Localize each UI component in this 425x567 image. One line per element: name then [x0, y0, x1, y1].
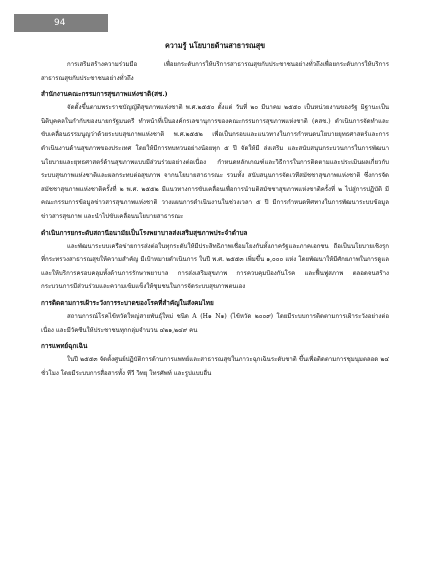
section-heading-health-station-upgrade: ดำเนินการยกระดับสถานีอนามัยเป็นโรงพยาบาลส่งเสริมสุขภาพประจำตำบล	[41, 228, 248, 237]
section-heading-nhco: สำนักงานคณะกรรมการสุขภาพแห่งชาติ(สช.)	[41, 90, 168, 99]
page-number: 94	[54, 18, 66, 28]
document-title: ความรู้ นโยบายด้านสาธารณสุข	[164, 41, 266, 50]
section-heading-disease-surveillance: การติดตามการเฝ้าระวังการระบาดของโรคที่สำคัญในสังคมไทย	[41, 298, 214, 307]
intro-paragraph: การเสริมสร้างความร่วมมือ เพื่อยกระดับการให้บริการสาธารณสุขกับประชาชนอย่างทั่วถึงเพื่อยกระดับการให้บริการสาธารณสุขกับประชาชนอย่างทั่วถึง	[41, 61, 389, 82]
section-paragraph-disease-surveillance: สถานการณ์โรคไข้หวัดใหญ่สายพันธุ์ใหม่ ชนิด A (H๑ N๑) (ไข้หวัด ๒๐๐๙) โดยมีระบบการติดตามการเฝ้าระวังอย่างต่อเนื่อง และมีวัคซีนให้ประชาชนทุกกลุ่มจำนวน ๔๒๑,๒๔๙ คน	[41, 312, 389, 334]
section-heading-emergency-medicine: การแพทย์ฉุกเฉิน	[41, 342, 88, 351]
section-paragraph-emergency-medicine: ในปี ๒๕๕๓ จัดตั้งศูนย์ปฏิบัติการด้านการแพทย์และสาธารณสุขในภาวะฉุกเฉินระดับชาติ ขึ้นเพื่อติดตามการชุมนุมตลอด ๒๔ ชั่วโมง โดยมีระบบการสื่อสารทั้ง ทีวี วิทยุ โทรศัพท์ และรูปแบบอื่น	[41, 356, 389, 377]
page-number-tab	[14, 14, 108, 32]
section-paragraph-nhco: จัดตั้งขึ้นตามพระราชบัญญัติสุขภาพแห่งชาติ พ.ศ.๒๕๕๐ ตั้งแต่ วันที่ ๒๐ มีนาคม ๒๕๕๐ เป็นหน่วยงานของรัฐ มิฐานะเป็นนิติบุคคลในกำกับของนายกรัฐมนตรี ทำหน้าที่เป็นองค์กรเลขานุการของคณะกรรมการสุขภาพแห่งชาติ (คสช.) ดำเนินการจัดทำและขับเคลื่อนธรรมนูญว่าด้วยระบบสุขภาพแห่งชาติ พ.ศ.๒๕๕๒ เพื่อเป็นกรอบและแนวทางในการกำหนดนโยบายยุทธศาสตร์และการดำเนินงานด้านสุขภาพของประเทศ โดยให้มีการทบทวนอย่างน้อยทุก ๕ ปี จัดให้มี ส่งเสริม และสนับสนุนกระบวนการในการพัฒนานโยบายและยุทธศาสตร์ด้านสุขภาพแบบมีส่วนร่วมอย่างต่อเนื่อง กำหนดหลักเกณฑ์และวิธีการในการติดตามและประเมินผลเกี่ยวกับระบบสุขภาพแห่งชาติและผลกระทบต่อสุขภาพ จากนโยบายสาธารณะ รวมทั้ง สนับสนุนการจัดเวทีสมัชชาสุขภาพแห่งชาติ ซึ่งการจัดสมัชชาสุขภาพแห่งชาติครั้งที่ ๒ พ.ศ. ๒๕๕๒ มีแนวทางการขับเคลื่อนเพื่อการนำมติสมัชชาสุขภาพแห่งชาติครั้งที่ ๒ ไปสู่การปฏิบัติ มีคณะกรรมการข้อมูลข่าวสารสุขภาพแห่งชาติ วางแผนการดำเนินงานในช่วงเวลา ๕ ปี มีการกำหนดทิศทางในการพัฒนาระบบข้อมูลข่าวสารสุขภาพ และนำไปขับเคลื่อนนโยบายสาธารณะ	[41, 104, 389, 220]
document-body	[41, 40, 389, 380]
section-paragraph-health-station-upgrade: และพัฒนาระบบเครือข่ายการส่งต่อในทุกระดับให้มีประสิทธิภาพเชื่อมโยงกันทั้งภาครัฐและภาคเอกชน ถือเป็นนโยบายเชิงรุก ที่กระทรวงสาธารณสุขให้ความสำคัญ มีเป้าหมายดำเนินการ ในปี พ.ศ. ๒๕๕๓ เพิ่มขึ้น ๑,๐๐๐ แห่ง โดยพัฒนาให้มีศักยภาพในการดูแลและให้บริการครอบคลุมทั้งด้านการรักษาพยาบาล การส่งเสริมสุขภาพ การควบคุมป้องกันโรค และฟื้นฟูสภาพ ตลอดจนสร้างกระบวนการมีส่วนร่วมและความเข้มแข็งให้ชุมชนในการจัดระบบสุขภาพตนเอง	[41, 242, 389, 291]
